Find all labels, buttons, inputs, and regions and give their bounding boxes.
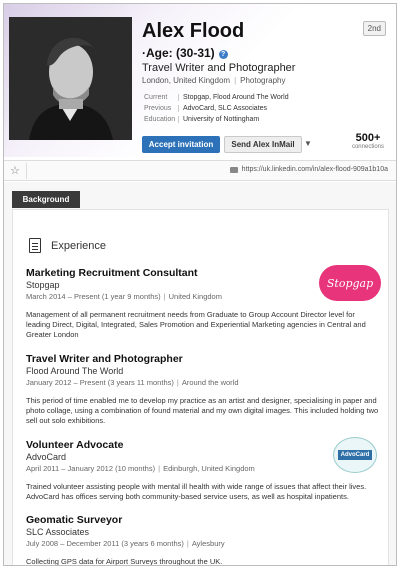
job-company[interactable]: Stopgap	[26, 280, 60, 290]
fact-value[interactable]: AdvoCard, SLC Associates	[178, 105, 267, 112]
connections-label: connections	[351, 144, 384, 150]
connections-count	[352, 132, 384, 150]
send-inmail-button[interactable]: Send Alex InMail	[224, 136, 302, 153]
job-description: Collecting GPS data for Airport Surveys throughout the UK.	[26, 557, 223, 566]
connection-degree-badge: 2nd	[363, 21, 386, 36]
job-date-range: March 2014 – Present (1 year 9 months)	[26, 292, 161, 301]
profile-page	[3, 3, 397, 566]
document-icon	[29, 238, 41, 253]
job-date-range: April 2011 – January 2012 (10 months)	[26, 464, 156, 473]
job-title[interactable]: Volunteer Advocate	[26, 439, 124, 451]
id-card-icon	[230, 167, 238, 173]
experience-item	[26, 439, 381, 502]
chevron-down-icon[interactable]: ▼	[304, 139, 312, 148]
location-text[interactable]: London, United Kingdom	[142, 76, 231, 85]
job-location: United Kingdom	[168, 292, 222, 301]
job-company[interactable]: Flood Around The World	[26, 366, 124, 376]
fact-previous	[144, 103, 289, 114]
job-dates: July 2008 – December 2011 (3 years 6 months) | Aylesbury	[26, 539, 225, 548]
fact-key: Education	[144, 116, 176, 123]
job-location: Around the world	[181, 378, 239, 387]
advocard-logo-text: AdvoCard	[338, 450, 373, 460]
fact-value[interactable]: University of Nottingham	[178, 116, 259, 123]
experience-panel	[12, 209, 389, 566]
job-description: Trained volunteer assisting people with mental ill health with wide range of issues that affect their lives. AdvoCard has offices serving both community-based service users, as well as hospital inpatients.	[26, 482, 367, 501]
fact-key: Previous	[144, 105, 172, 112]
experience-title: Experience	[51, 239, 107, 252]
fact-current	[144, 92, 289, 103]
age-label	[142, 46, 228, 60]
job-location: Aylesbury	[191, 539, 225, 548]
company-logo-stopgap[interactable]: Stopgap	[319, 265, 381, 301]
profile-facts	[144, 92, 289, 125]
job-description: This period of time enabled me to develop my practice as an artist and designer, specialising in paper and photo collage, using a combination of found material and my own digital images. This included holding two sell out solo exhibitions.	[26, 396, 379, 425]
connections-number: 500+	[355, 132, 381, 144]
star-icon[interactable]: ☆	[10, 165, 20, 177]
job-dates: April 2011 – January 2012 (10 months) | Edinburgh, United Kingdom	[26, 464, 255, 473]
age-text: ·Age: (30-31)	[142, 46, 215, 60]
divider	[26, 163, 27, 179]
profile-photo[interactable]	[9, 17, 132, 140]
job-dates: March 2014 – Present (1 year 9 months) | United Kingdom	[26, 292, 222, 301]
profile-header	[4, 4, 396, 157]
profile-url-text[interactable]: https://uk.linkedin.com/in/alex-flood-909a1b10a	[241, 166, 388, 173]
profile-url[interactable]	[230, 166, 388, 173]
job-title[interactable]: Geomatic Surveyor	[26, 514, 123, 526]
fact-education	[144, 114, 289, 125]
fact-key: Current	[144, 94, 168, 101]
experience-header	[29, 238, 106, 253]
job-title[interactable]: Marketing Recruitment Consultant	[26, 267, 198, 279]
profile-url-bar	[4, 160, 396, 181]
accept-invitation-button[interactable]: Accept invitation	[142, 136, 220, 153]
fact-value[interactable]: Stopgap, Flood Around The World	[178, 94, 289, 101]
company-logo-advocard[interactable]	[333, 437, 377, 473]
tab-background[interactable]: Background	[12, 191, 80, 208]
job-company[interactable]: AdvoCard	[26, 452, 67, 462]
job-date-range: January 2012 – Present (3 years 11 months)	[26, 378, 174, 387]
job-company[interactable]: SLC Associates	[26, 527, 90, 537]
job-description: Management of all permanent recruitment needs from Graduate to Group Account Director level for leading Direct, Digital, Integrated, Sales Promotion and Experiential Marketing agencies in Central and Greater London	[26, 310, 366, 339]
industry-text[interactable]: Photography	[240, 76, 286, 85]
job-date-range: July 2008 – December 2011 (3 years 6 months)	[26, 539, 184, 548]
location-line: London, United Kingdom | Photography	[142, 76, 286, 85]
help-icon[interactable]: ?	[219, 50, 228, 59]
job-title[interactable]: Travel Writer and Photographer	[26, 353, 183, 365]
job-dates: January 2012 – Present (3 years 11 months) | Around the world	[26, 378, 239, 387]
job-location: Edinburgh, United Kingdom	[163, 464, 255, 473]
experience-item	[26, 514, 381, 566]
experience-item	[26, 353, 381, 426]
profile-name: Alex Flood	[142, 20, 245, 42]
profile-headline: Travel Writer and Photographer	[142, 62, 296, 74]
